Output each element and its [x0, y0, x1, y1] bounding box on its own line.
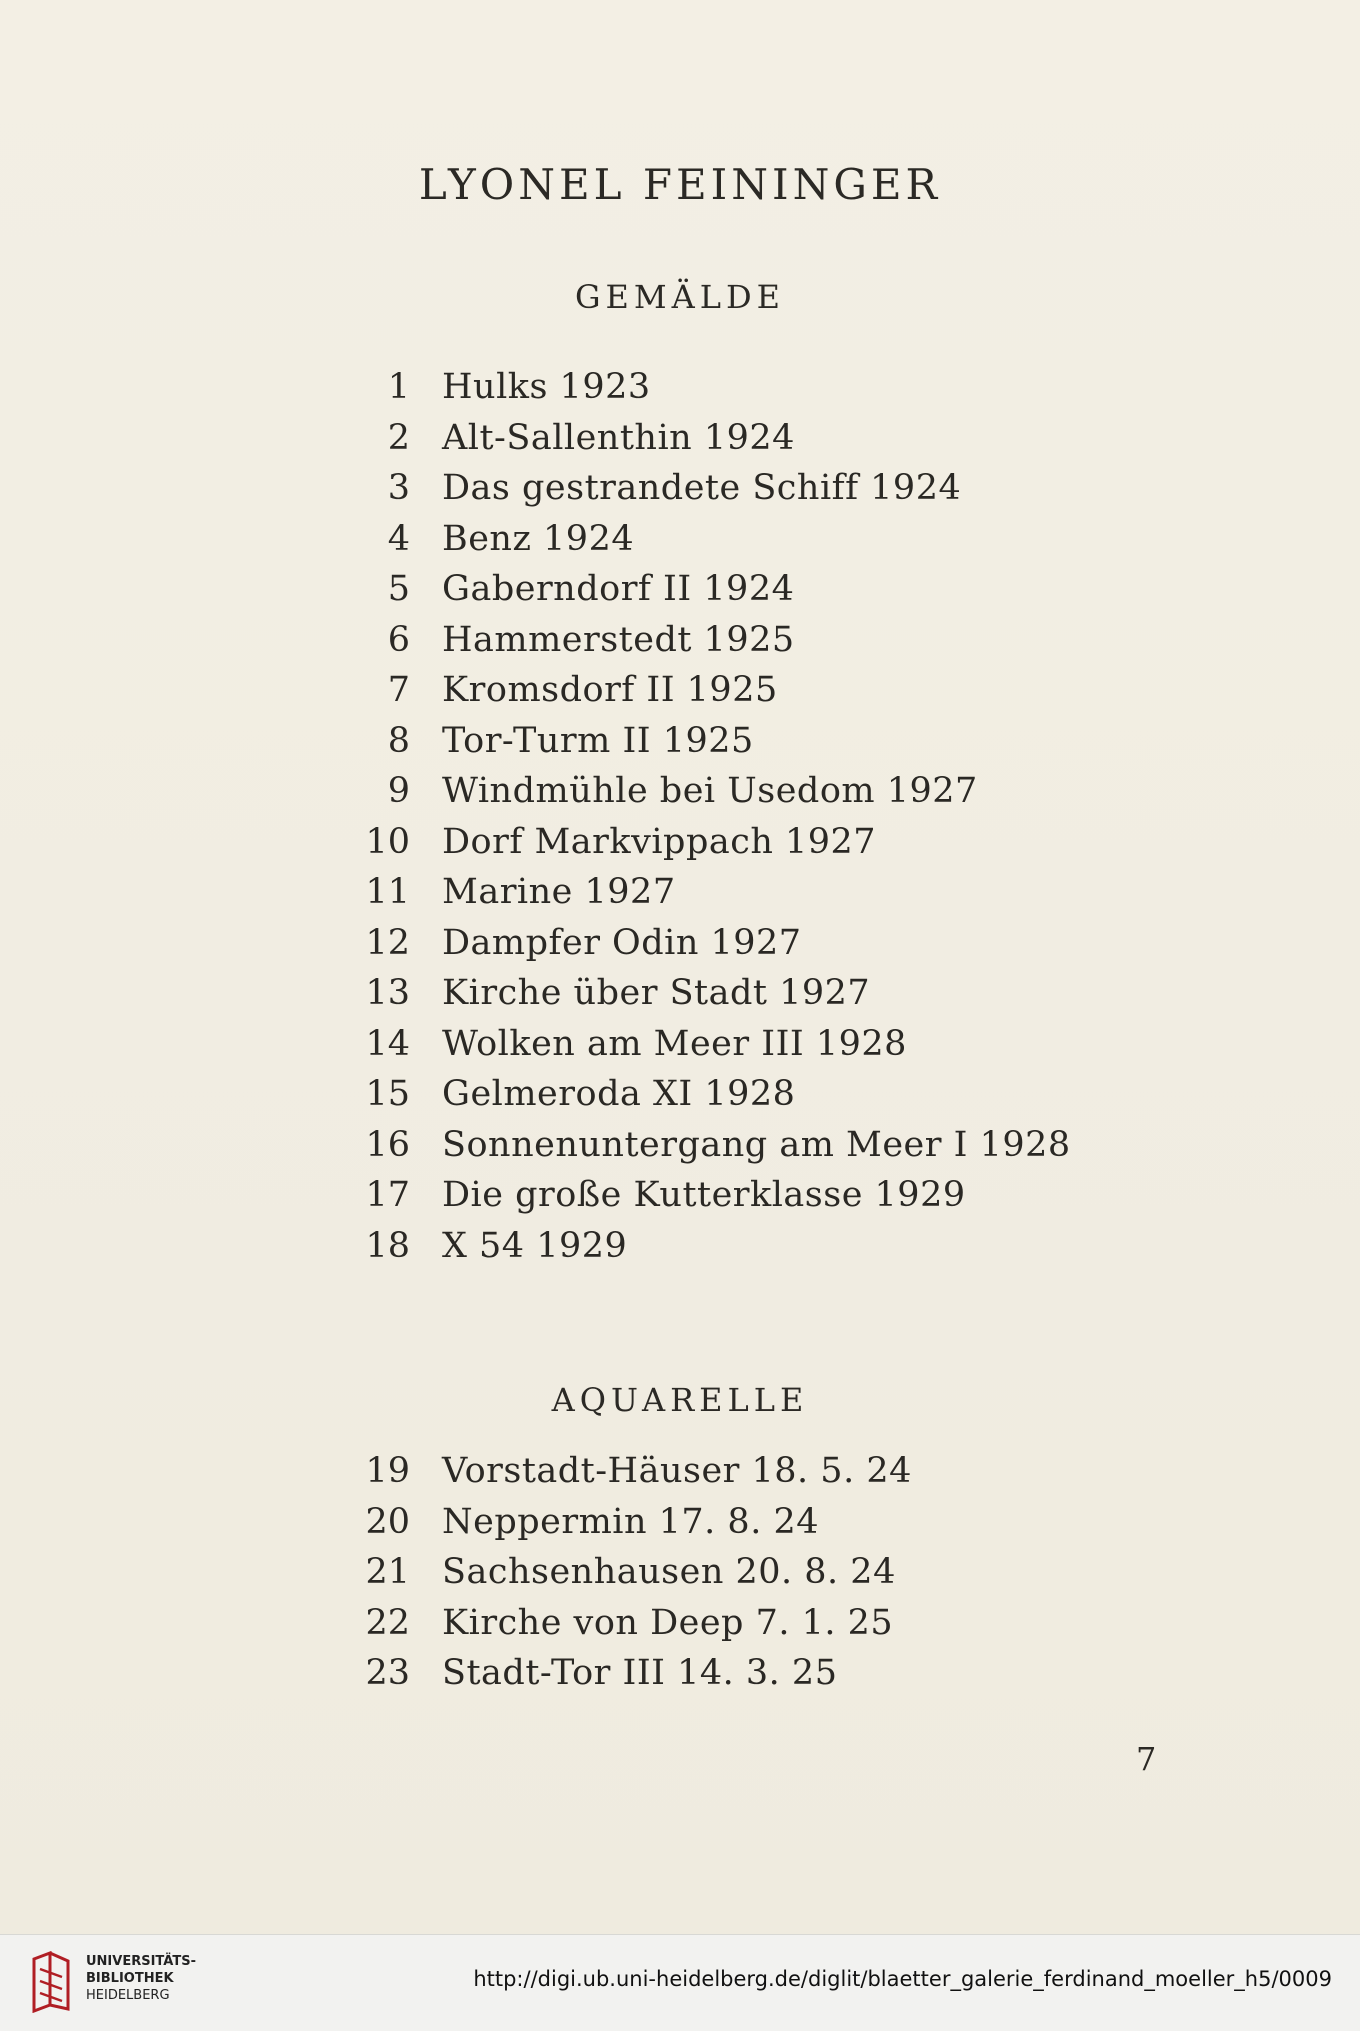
catalog-item-number: 2 [387, 417, 410, 458]
catalog-item-number: 6 [387, 619, 410, 660]
catalog-item-title: Hulks 1923 [442, 367, 651, 407]
catalog-item-number: 13 [365, 973, 410, 1013]
catalog-item-title: Kirche von Deep 7. 1. 25 [442, 1602, 894, 1643]
library-name-line3: HEIDELBERG [86, 1988, 170, 2003]
catalog-item [340, 413, 1100, 464]
library-logo-icon [28, 1951, 76, 2013]
catalog-item-number: 20 [365, 1501, 410, 1542]
section-heading-gemaelde: GEMÄLDE [574, 278, 786, 316]
catalog-item-title: Dorf Markvippach 1927 [442, 821, 877, 862]
catalog-item-title: X 54 1929 [442, 1225, 628, 1266]
library-name-line2: BIBLIOTHEK [86, 1971, 174, 1986]
library-name-line1: UNIVERSITÄTS- [86, 1954, 196, 1969]
catalog-item-number: 23 [365, 1653, 410, 1693]
catalog-item [340, 817, 1100, 868]
catalog-item-title: Tor-Turm II 1925 [442, 720, 754, 761]
catalog-item-number: 14 [365, 1023, 410, 1064]
catalog-item [340, 1221, 1100, 1272]
catalog-item-number: 19 [365, 1451, 410, 1491]
footer-bar [0, 1934, 1360, 2031]
catalog-item [340, 1497, 1100, 1548]
catalog-item [340, 362, 1100, 413]
catalog-list-aquarelle [340, 1446, 1100, 1699]
page-title: LYONEL FEININGER [418, 160, 942, 209]
catalog-item-title: Benz 1924 [442, 518, 635, 559]
catalog-item-title: Wolken am Meer III 1928 [442, 1023, 907, 1064]
catalog-item-title: Dampfer Odin 1927 [442, 922, 802, 963]
catalog-item-number: 15 [365, 1074, 410, 1114]
catalog-item [340, 564, 1100, 615]
catalog-item-number: 1 [387, 367, 410, 407]
catalog-item-title: Kromsdorf II 1925 [442, 670, 778, 710]
catalog-item-number: 10 [365, 821, 410, 862]
catalog-item [340, 766, 1100, 817]
catalog-item-title: Die große Kutterklasse 1929 [442, 1175, 966, 1215]
catalog-item [340, 1120, 1100, 1171]
catalog-item-number: 7 [387, 670, 410, 710]
catalog-item-number: 5 [387, 569, 410, 609]
catalog-item [340, 1019, 1100, 1070]
catalog-item [340, 514, 1100, 565]
library-name [86, 1953, 196, 2004]
catalog-item [340, 918, 1100, 969]
catalog-item [340, 867, 1100, 918]
catalog-item [340, 665, 1100, 716]
catalog-item [340, 615, 1100, 666]
page-number: 7 [1136, 1740, 1157, 1778]
catalog-item-number: 22 [365, 1602, 410, 1643]
catalog-item-title: Das gestrandete Schiff 1924 [442, 468, 962, 508]
catalog-item [340, 1598, 1100, 1649]
catalog-item [340, 968, 1100, 1019]
catalog-item-number: 8 [387, 720, 410, 761]
catalog-item-number: 16 [365, 1124, 410, 1165]
catalog-item [340, 463, 1100, 514]
catalog-item-title: Stadt-Tor III 14. 3. 25 [442, 1653, 838, 1693]
catalog-item-number: 4 [387, 518, 410, 559]
catalog-item-title: Kirche über Stadt 1927 [442, 973, 871, 1013]
catalog-item [340, 1648, 1100, 1699]
catalog-item-title: Marine 1927 [442, 872, 676, 912]
catalog-item-title: Alt-Sallenthin 1924 [442, 417, 795, 458]
catalog-item-number: 18 [365, 1225, 410, 1266]
catalog-item-number: 11 [365, 872, 410, 912]
catalog-item-title: Gaberndorf II 1924 [442, 569, 795, 609]
catalog-item [340, 1446, 1100, 1497]
catalog-item-number: 12 [365, 922, 410, 963]
catalog-list-gemaelde [340, 362, 1100, 1271]
catalog-item-title: Vorstadt-Häuser 18. 5. 24 [442, 1451, 912, 1491]
catalog-item-title: Sachsenhausen 20. 8. 24 [442, 1552, 896, 1592]
catalog-item-title: Hammerstedt 1925 [442, 619, 795, 660]
catalog-item-title: Sonnenuntergang am Meer I 1928 [442, 1124, 1071, 1165]
catalog-item [340, 1069, 1100, 1120]
catalog-item-number: 3 [387, 468, 410, 508]
catalog-item [340, 1170, 1100, 1221]
section-heading-aquarelle: AQUARELLE [551, 1381, 809, 1419]
catalog-item-title: Gelmeroda XI 1928 [442, 1074, 796, 1114]
catalog-item-title: Neppermin 17. 8. 24 [442, 1501, 819, 1542]
source-url-link[interactable]: http://digi.ub.uni-heidelberg.de/diglit/blaetter_galerie_ferdinand_moeller_h5/0009 [473, 1967, 1332, 1991]
catalog-item [340, 716, 1100, 767]
catalog-item-number: 9 [387, 771, 410, 811]
catalog-item [340, 1547, 1100, 1598]
catalog-item-number: 17 [365, 1175, 410, 1215]
catalog-item-title: Windmühle bei Usedom 1927 [442, 771, 978, 811]
catalog-item-number: 21 [365, 1552, 410, 1592]
